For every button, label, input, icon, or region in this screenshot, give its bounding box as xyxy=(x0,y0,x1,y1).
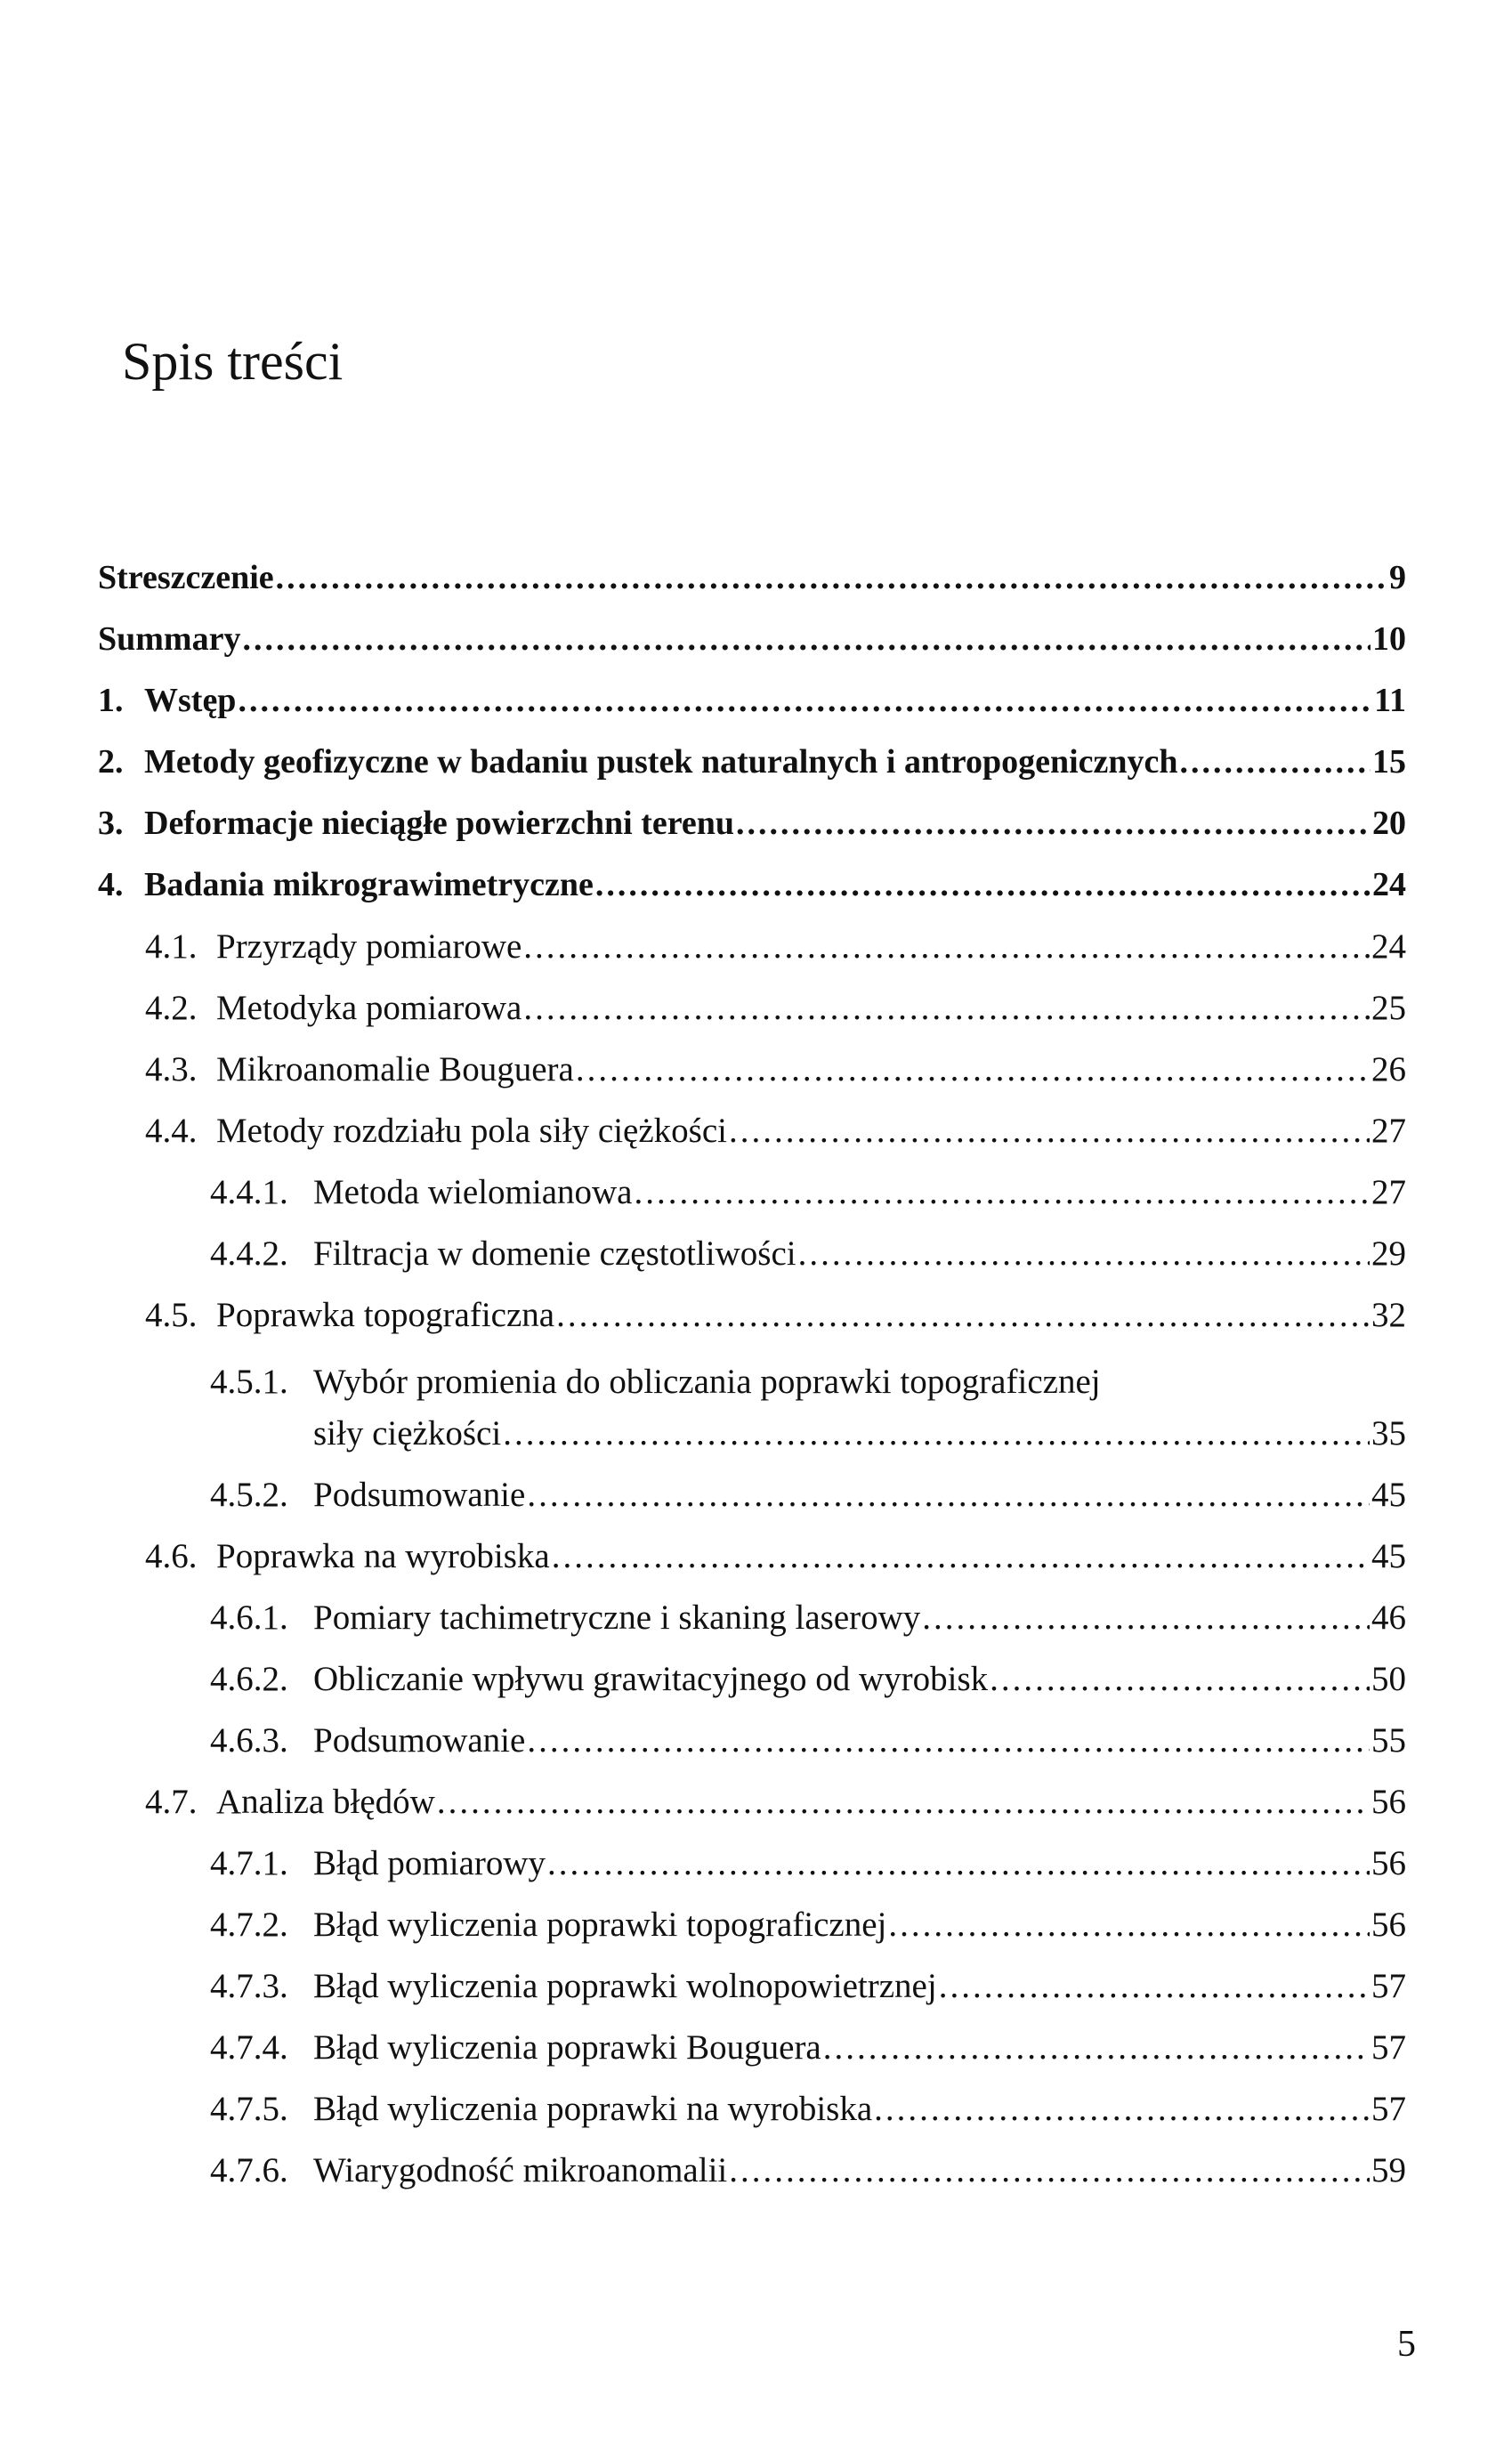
toc-entry[interactable] xyxy=(145,1295,1406,1348)
toc-entry[interactable] xyxy=(210,1966,1406,2019)
toc-entry-label: Mikroanomalie Bouguera xyxy=(216,1050,574,1088)
toc-leader-dots xyxy=(990,1659,1370,1699)
toc-entry-label: Filtracja w domenie częstotliwości xyxy=(313,1234,796,1273)
toc-entry-label: Podsumowanie xyxy=(313,1721,526,1760)
toc-leader-dots xyxy=(523,988,1370,1028)
toc-entry-label: Błąd pomiarowy xyxy=(313,1844,546,1882)
toc-leader-dots xyxy=(888,1905,1370,1945)
toc-entry[interactable] xyxy=(210,1598,1406,1651)
toc-leader-dots xyxy=(527,1475,1370,1515)
toc-entry-page: 59 xyxy=(1371,2151,1406,2189)
toc-entry-number: 4.7.1. xyxy=(210,1844,288,1882)
toc-leader-dots xyxy=(503,1413,1370,1453)
toc-leader-dots xyxy=(874,2089,1370,2129)
toc-entry-label: Summary xyxy=(98,620,241,658)
toc-leader-dots xyxy=(523,927,1370,967)
toc-entry[interactable] xyxy=(210,1905,1406,1958)
toc-leader-dots xyxy=(242,619,1371,659)
toc-entry-number: 4.6.1. xyxy=(210,1598,288,1637)
toc-entry-label: siły ciężkości xyxy=(313,1414,502,1453)
toc-entry[interactable] xyxy=(145,1111,1406,1164)
toc-leader-dots xyxy=(547,1843,1370,1883)
toc-entry-page: 29 xyxy=(1371,1234,1406,1273)
toc-entry-label: Deformacje nieciągłe powierzchni terenu xyxy=(144,805,735,842)
toc-leader-dots xyxy=(276,558,1387,597)
toc-leader-dots xyxy=(729,1111,1370,1151)
toc-entry[interactable] xyxy=(210,1720,1406,1774)
toc-entry[interactable] xyxy=(210,2027,1406,2081)
toc-entry[interactable] xyxy=(210,1475,1406,1528)
toc-leader-dots xyxy=(634,1172,1370,1212)
toc-entry-number: 2. xyxy=(98,743,124,781)
toc-entry-page: 20 xyxy=(1372,805,1406,842)
toc-entry-label: Metodyka pomiarowa xyxy=(216,989,522,1027)
toc-entry[interactable] xyxy=(145,1536,1406,1590)
toc-entry[interactable] xyxy=(210,1843,1406,1897)
toc-entry-number: 4.6.2. xyxy=(210,1660,288,1698)
toc-entry[interactable] xyxy=(98,558,1406,611)
toc-entry-number: 4.7.4. xyxy=(210,2028,288,2067)
toc-entry-number: 4.7.2. xyxy=(210,1906,288,1944)
toc-entry[interactable] xyxy=(210,1659,1406,1712)
toc-entry-number: 4.7.5. xyxy=(210,2090,288,2128)
page-title: Spis treści xyxy=(122,332,344,391)
toc-entry-number: 4.6.3. xyxy=(210,1721,288,1760)
toc-entry-page: 55 xyxy=(1371,1721,1406,1760)
toc-entry[interactable] xyxy=(145,927,1406,980)
toc-entry-number: 4.7. xyxy=(145,1783,198,1821)
toc-entry-label: Obliczanie wpływu grawitacyjnego od wyrobisk xyxy=(313,1660,989,1698)
toc-leader-dots xyxy=(437,1782,1370,1822)
page-number: 5 xyxy=(1397,2324,1416,2365)
toc-entry-page: 56 xyxy=(1371,1844,1406,1882)
toc-entry-page: 24 xyxy=(1372,866,1406,903)
toc-entry[interactable] xyxy=(210,2150,1406,2204)
toc-leader-dots xyxy=(552,1536,1370,1576)
toc-entry-label: Metody rozdziału pola siły ciężkości xyxy=(216,1112,727,1150)
toc-entry[interactable] xyxy=(98,865,1406,918)
toc-entry-number: 4.3. xyxy=(145,1050,198,1088)
toc-leader-dots xyxy=(527,1720,1370,1760)
toc-entry-page: 56 xyxy=(1371,1783,1406,1821)
toc-entry-label: Wiarygodność mikroanomalii xyxy=(313,2151,728,2189)
toc-entry-page: 57 xyxy=(1371,1967,1406,2005)
toc-entry-label: Metoda wielomianowa xyxy=(313,1173,633,1211)
toc-entry-label: Błąd wyliczenia poprawki Bouguera xyxy=(313,2028,821,2067)
toc-entry-number: 4.4. xyxy=(145,1112,198,1150)
toc-entry-label: Błąd wyliczenia poprawki na wyrobiska xyxy=(313,2090,873,2128)
toc-entry-number: 4.6. xyxy=(145,1537,198,1575)
toc-leader-dots xyxy=(729,2150,1370,2190)
toc-entry-page: 46 xyxy=(1371,1598,1406,1637)
toc-entry-page: 11 xyxy=(1374,682,1406,719)
toc-entry-page: 32 xyxy=(1371,1296,1406,1334)
toc-entry[interactable] xyxy=(210,1172,1406,1226)
toc-entry-label: Analiza błędów xyxy=(216,1783,435,1821)
toc-entry-label: Pomiary tachimetryczne i skaning laserowy xyxy=(313,1598,921,1637)
toc-entry[interactable] xyxy=(98,681,1406,734)
toc-leader-dots xyxy=(556,1295,1370,1335)
toc-entry-label: Metody geofizyczne w badaniu pustek naturalnych i antropogenicznych xyxy=(144,743,1178,781)
toc-entry-number: 4.5.2. xyxy=(210,1476,288,1514)
toc-entry-label: Przyrządy pomiarowe xyxy=(216,927,522,966)
toc-entry-page: 35 xyxy=(1371,1414,1406,1453)
toc-entry-page: 15 xyxy=(1372,743,1406,781)
toc-entry-first-line[interactable] xyxy=(210,1362,1101,1402)
toc-leader-dots xyxy=(922,1598,1370,1638)
toc-entry[interactable] xyxy=(98,742,1406,796)
toc-entry-page: 25 xyxy=(1371,989,1406,1027)
toc-entry[interactable] xyxy=(98,804,1406,857)
toc-entry-page: 24 xyxy=(1371,927,1406,966)
toc-entry-number: 3. xyxy=(98,805,124,842)
toc-entry-number: 4.7.3. xyxy=(210,1967,288,2005)
toc-entry-number: 4.7.6. xyxy=(210,2151,288,2189)
toc-leader-dots xyxy=(736,804,1371,843)
toc-entry[interactable] xyxy=(145,1782,1406,1835)
toc-entry-number: 4.2. xyxy=(145,989,198,1027)
toc-leader-dots xyxy=(1180,742,1371,781)
toc-entry-label-line1: Wybór promienia do obliczania poprawki topograficznej xyxy=(313,1363,1101,1401)
toc-entry-label: Podsumowanie xyxy=(313,1476,526,1514)
toc-entry-page: 9 xyxy=(1389,559,1406,596)
toc-leader-dots xyxy=(595,865,1371,904)
toc-entry-number: 1. xyxy=(98,682,124,719)
toc-entry-number: 4.5.1. xyxy=(210,1363,288,1401)
toc-entry-label: Badania mikrograwimetryczne xyxy=(144,866,594,903)
toc-entry-page: 26 xyxy=(1371,1050,1406,1088)
toc-entry[interactable] xyxy=(145,988,1406,1041)
toc-entry-label: Błąd wyliczenia poprawki wolnopowietrznej xyxy=(313,1967,937,2005)
toc-entry-page: 56 xyxy=(1371,1906,1406,1944)
toc-entry[interactable] xyxy=(210,1234,1406,1287)
toc-entry-number: 4. xyxy=(98,866,124,903)
toc-entry[interactable] xyxy=(313,1413,1406,1467)
toc-entry-page: 50 xyxy=(1371,1660,1406,1698)
toc-entry-number: 4.4.2. xyxy=(210,1234,288,1273)
toc-entry-page: 10 xyxy=(1372,620,1406,658)
toc-leader-dots xyxy=(576,1049,1370,1089)
toc-entry[interactable] xyxy=(210,2089,1406,2142)
toc-leader-dots xyxy=(798,1234,1370,1274)
toc-entry[interactable] xyxy=(145,1049,1406,1103)
toc-entry-label: Poprawka na wyrobiska xyxy=(216,1537,550,1575)
toc-entry-label: Błąd wyliczenia poprawki topograficznej xyxy=(313,1906,887,1944)
toc-entry-page: 57 xyxy=(1371,2090,1406,2128)
toc-entry-page: 27 xyxy=(1371,1112,1406,1150)
toc-entry-number: 4.5. xyxy=(145,1296,198,1334)
toc-entry-page: 57 xyxy=(1371,2028,1406,2067)
toc-leader-dots xyxy=(939,1966,1370,2006)
toc-leader-dots xyxy=(238,681,1372,720)
toc-entry-page: 27 xyxy=(1371,1173,1406,1211)
toc-leader-dots xyxy=(823,2027,1370,2068)
toc-entry-label: Streszczenie xyxy=(98,559,274,596)
toc-entry-label: Poprawka topograficzna xyxy=(216,1296,555,1334)
toc-entry[interactable] xyxy=(98,619,1406,673)
toc-entry-number: 4.4.1. xyxy=(210,1173,288,1211)
toc-entry-label: Wstęp xyxy=(144,682,237,719)
toc-entry-page: 45 xyxy=(1371,1476,1406,1514)
toc-entry-page: 45 xyxy=(1371,1537,1406,1575)
toc-entry-number: 4.1. xyxy=(145,927,198,966)
